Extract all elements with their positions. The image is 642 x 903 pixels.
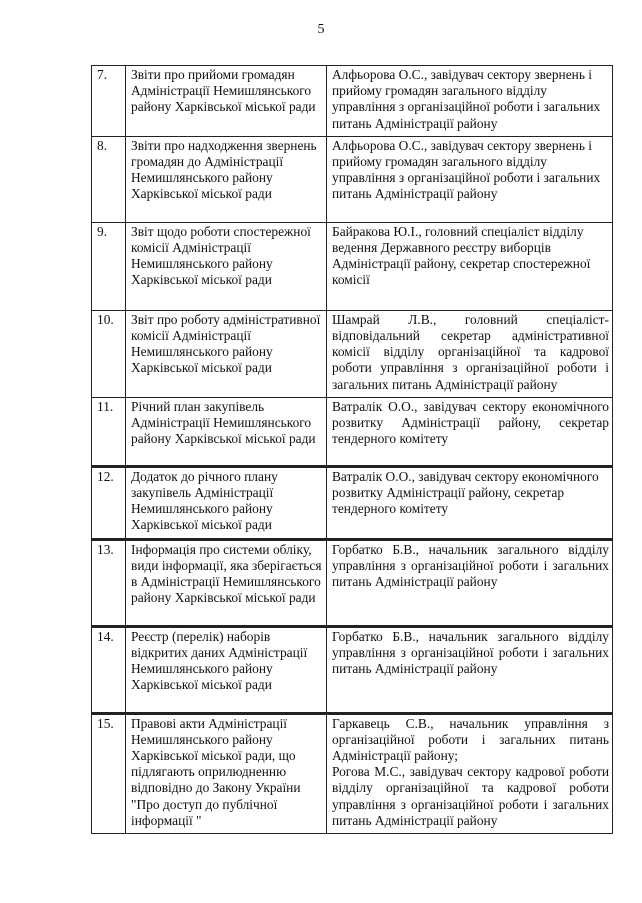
- table-row: [92, 539, 613, 626]
- responsible-person-cell: [327, 222, 613, 310]
- responsible-person-cell: [327, 136, 613, 222]
- row-number: 8.: [92, 136, 126, 222]
- document-title-cell: Звіт про роботу адміністративної комісії Адміністрації Немишлянського району Харківської міської ради: [126, 310, 327, 397]
- row-number: 12.: [92, 466, 126, 539]
- table-row: [92, 713, 613, 833]
- document-title-cell: Інформація про системи обліку, види інформації, яка зберігається в Адміністрації Немишлянського району Харківської міської ради: [126, 539, 327, 626]
- responsible-text: Шамрай Л.В., головний спеціаліст-відповідальний секретар адміністративної комісії відділу організаційної та кадрової роботи управління з організаційної роботи і загальних питань Адміністрації району: [332, 311, 609, 392]
- responsible-text: Горбатко Б.В., начальник загального відділу управління з організаційної роботи і загальних питань Адміністрації району: [332, 628, 609, 677]
- responsible-text: Ватралік О.О., завідувач сектору економічного розвитку Адміністрації району, секретар тендерного комітету: [332, 398, 609, 447]
- responsible-person-cell: [327, 66, 613, 137]
- responsible-person-cell: [327, 397, 613, 466]
- responsible-person-cell: [327, 539, 613, 626]
- row-number: 13.: [92, 539, 126, 626]
- responsible-person-cell: [327, 626, 613, 713]
- responsible-person-cell: [327, 466, 613, 539]
- table-row: [92, 222, 613, 310]
- responsible-person-cell: [327, 713, 613, 833]
- responsible-person-cell: [327, 310, 613, 397]
- document-title-cell: Звіт щодо роботи спостережної комісії Адміністрації Немишлянського району Харківської міської ради: [126, 222, 327, 310]
- row-number: 7.: [92, 66, 126, 137]
- responsible-text: Ватралік О.О., завідувач сектору економічного розвитку Адміністрації району, секретар тендерного комітету: [332, 468, 599, 517]
- responsible-text: Байракова Ю.І., головний спеціаліст відділу ведення Державного реєстру виборців Адміністрації району, секретар спостережної комісії: [332, 223, 591, 288]
- document-title-cell: Звіти про надходження звернень громадян до Адміністрації Немишлянського району Харківської міської ради: [126, 136, 327, 222]
- document-title-cell: Реєстр (перелік) наборів відкритих даних Адміністрації Немишлянського району Харківської міської ради: [126, 626, 327, 713]
- responsible-text: Гаркавець С.В., начальник управління з організаційної роботи і загальних питань Адміністрації району;: [332, 715, 609, 764]
- responsibility-table: [91, 65, 613, 834]
- document-title-cell: Правові акти Адміністрації Немишлянського району Харківської міської ради, що підлягають оприлюдненню відповідно до Закону України "Про доступ до публічної інформації ": [126, 713, 327, 833]
- row-number: 15.: [92, 713, 126, 833]
- page-number: 5: [317, 22, 325, 37]
- table-row: [92, 397, 613, 466]
- row-number: 10.: [92, 310, 126, 397]
- table-row: [92, 136, 613, 222]
- row-number: 9.: [92, 222, 126, 310]
- document-title-cell: Звіти про прийоми громадян Адміністрації Немишлянського району Харківської міської ради: [126, 66, 327, 137]
- responsible-text: Горбатко Б.В., начальник загального відділу управління з організаційної роботи і загальних питань Адміністрації району: [332, 541, 609, 590]
- table-row: [92, 66, 613, 137]
- responsible-text: Рогова М.С., завідувач сектору кадрової роботи відділу організаційної та кадрової роботи управління з організаційної роботи і загальних питань Адміністрації району: [332, 764, 609, 828]
- document-title-cell: Річний план закупівель Адміністрації Немишлянського району Харківської міської ради: [126, 397, 327, 466]
- table-row: [92, 466, 613, 539]
- table-row: [92, 626, 613, 713]
- row-number: 14.: [92, 626, 126, 713]
- table-row: [92, 310, 613, 397]
- row-number: 11.: [92, 397, 126, 466]
- responsible-text: Алфьорова О.С., завідувач сектору звернень і прийому громадян загального відділу управління з організаційної роботи і загальних питань Адміністрації району: [332, 137, 601, 202]
- responsible-text: Алфьорова О.С., завідувач сектору звернень і прийому громадян загального відділу управління з організаційної роботи і загальних питань Адміністрації району: [332, 67, 601, 131]
- document-title-cell: Додаток до річного плану закупівель Адміністрації Немишлянського району Харківської міської ради: [126, 466, 327, 539]
